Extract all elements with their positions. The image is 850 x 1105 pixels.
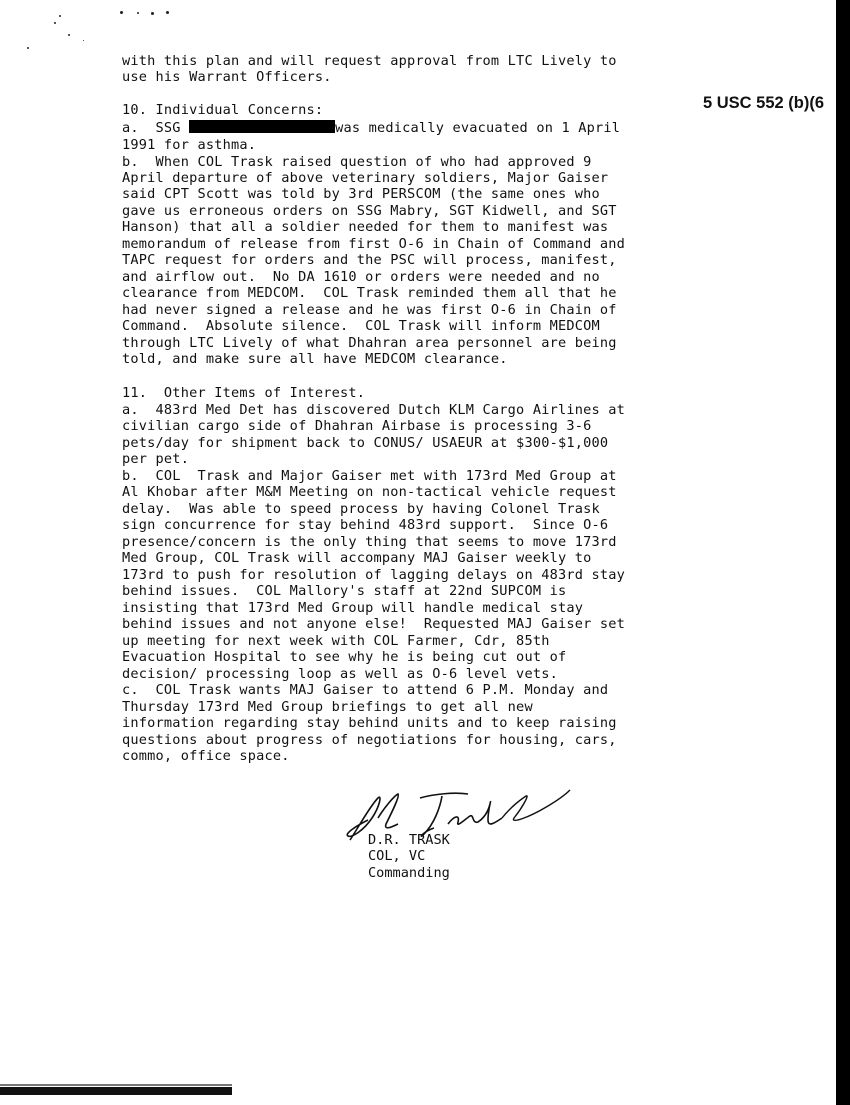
text-line: use his Warrant Officers. bbox=[122, 69, 332, 85]
scan-speck bbox=[151, 12, 154, 15]
text-line: civilian cargo side of Dhahran Airbase is processing 3-6 bbox=[122, 418, 592, 434]
redaction-exemption-label: 5 USC 552 (b)(6 bbox=[703, 94, 825, 112]
text-line: Command. Absolute silence. COL Trask will inform MEDCOM bbox=[122, 318, 600, 334]
text-line: clearance from MEDCOM. COL Trask reminded them all that he bbox=[122, 285, 617, 301]
text-line: decision/ processing loop as well as O-6 level vets. bbox=[122, 666, 558, 682]
scan-speck bbox=[166, 11, 169, 14]
text-line: sign concurrence for stay behind 483rd support. Since O-6 bbox=[122, 517, 609, 533]
text-line: insisting that 173rd Med Group will handle medical stay bbox=[122, 600, 584, 616]
text-line: behind issues and not anyone else! Requested MAJ Gaiser set bbox=[122, 616, 626, 632]
text-line: told, and make sure all have MEDCOM clearance. bbox=[122, 351, 508, 367]
text-line: TAPC request for orders and the PSC will process, manifest, bbox=[122, 252, 617, 268]
text-line: had never signed a release and he was first O-6 in Chain of bbox=[122, 302, 617, 318]
text-line: commo, office space. bbox=[122, 748, 290, 764]
scan-speck bbox=[68, 34, 70, 36]
text-line: and airflow out. No DA 1610 or orders were needed and no bbox=[122, 269, 600, 285]
text-line: gave us erroneous orders on SSG Mabry, SGT Kidwell, and SGT bbox=[122, 203, 617, 219]
text-fragment: was medically evacuated on 1 April bbox=[335, 120, 621, 136]
signature-rank: COL, VC bbox=[368, 848, 426, 864]
text-line: questions about progress of negotiations for housing, cars, bbox=[122, 732, 617, 748]
signature-name: D.R. TRASK bbox=[368, 832, 450, 848]
text-line: b. COL Trask and Major Gaiser met with 173rd Med Group at bbox=[122, 468, 617, 484]
text-line: c. COL Trask wants MAJ Gaiser to attend 6 P.M. Monday and bbox=[122, 682, 609, 698]
text-line: information regarding stay behind units and to keep raising bbox=[122, 715, 617, 731]
section-heading: 11. Other Items of Interest. bbox=[122, 385, 366, 401]
text-line: through LTC Lively of what Dhahran area personnel are being bbox=[122, 335, 617, 351]
text-fragment: a. SSG bbox=[122, 120, 181, 136]
scan-speck bbox=[137, 12, 139, 14]
text-line: Al Khobar after M&M Meeting on non-tactical vehicle request bbox=[122, 484, 617, 500]
scan-bar-bottom bbox=[0, 1087, 232, 1095]
scan-edge-right bbox=[836, 0, 850, 1105]
scan-bar-shadow bbox=[0, 1084, 232, 1086]
signature-title: Commanding bbox=[368, 865, 450, 881]
text-line: 173rd to push for resolution of lagging delays on 483rd stay bbox=[122, 567, 626, 583]
text-line: per pet. bbox=[122, 451, 190, 467]
text-line: delay. Was able to speed process by having Colonel Trask bbox=[122, 501, 600, 517]
scan-speck bbox=[27, 47, 29, 49]
text-line: pets/day for shipment back to CONUS/ USAEUR at $300-$1,000 bbox=[122, 435, 609, 451]
redaction-block bbox=[189, 120, 335, 133]
text-line: April departure of above veterinary soldiers, Major Gaiser bbox=[122, 170, 609, 186]
text-line: presence/concern is the only thing that seems to move 173rd bbox=[122, 534, 617, 550]
text-line: Evacuation Hospital to see why he is being cut out of bbox=[122, 649, 567, 665]
text-line: with this plan and will request approval from LTC Lively to bbox=[122, 53, 617, 69]
scan-speck bbox=[83, 40, 84, 41]
scan-speck bbox=[54, 22, 56, 24]
text-line: behind issues. COL Mallory's staff at 22nd SUPCOM is bbox=[122, 583, 567, 599]
text-line: b. When COL Trask raised question of who had approved 9 bbox=[122, 154, 592, 170]
text-line bbox=[122, 120, 620, 136]
text-line: up meeting for next week with COL Farmer, Cdr, 85th bbox=[122, 633, 550, 649]
scan-speck bbox=[59, 15, 61, 17]
text-line: said CPT Scott was told by 3rd PERSCOM (the same ones who bbox=[122, 186, 600, 202]
text-line: memorandum of release from first O-6 in Chain of Command and bbox=[122, 236, 626, 252]
text-line: Thursday 173rd Med Group briefings to get all new bbox=[122, 699, 533, 715]
text-line: Hanson) that all a soldier needed for them to manifest was bbox=[122, 219, 609, 235]
text-line: 1991 for asthma. bbox=[122, 137, 257, 153]
scan-speck bbox=[120, 11, 123, 14]
section-heading: 10. Individual Concerns: bbox=[122, 102, 324, 118]
text-line: a. 483rd Med Det has discovered Dutch KLM Cargo Airlines at bbox=[122, 402, 626, 418]
text-line: Med Group, COL Trask will accompany MAJ Gaiser weekly to bbox=[122, 550, 592, 566]
